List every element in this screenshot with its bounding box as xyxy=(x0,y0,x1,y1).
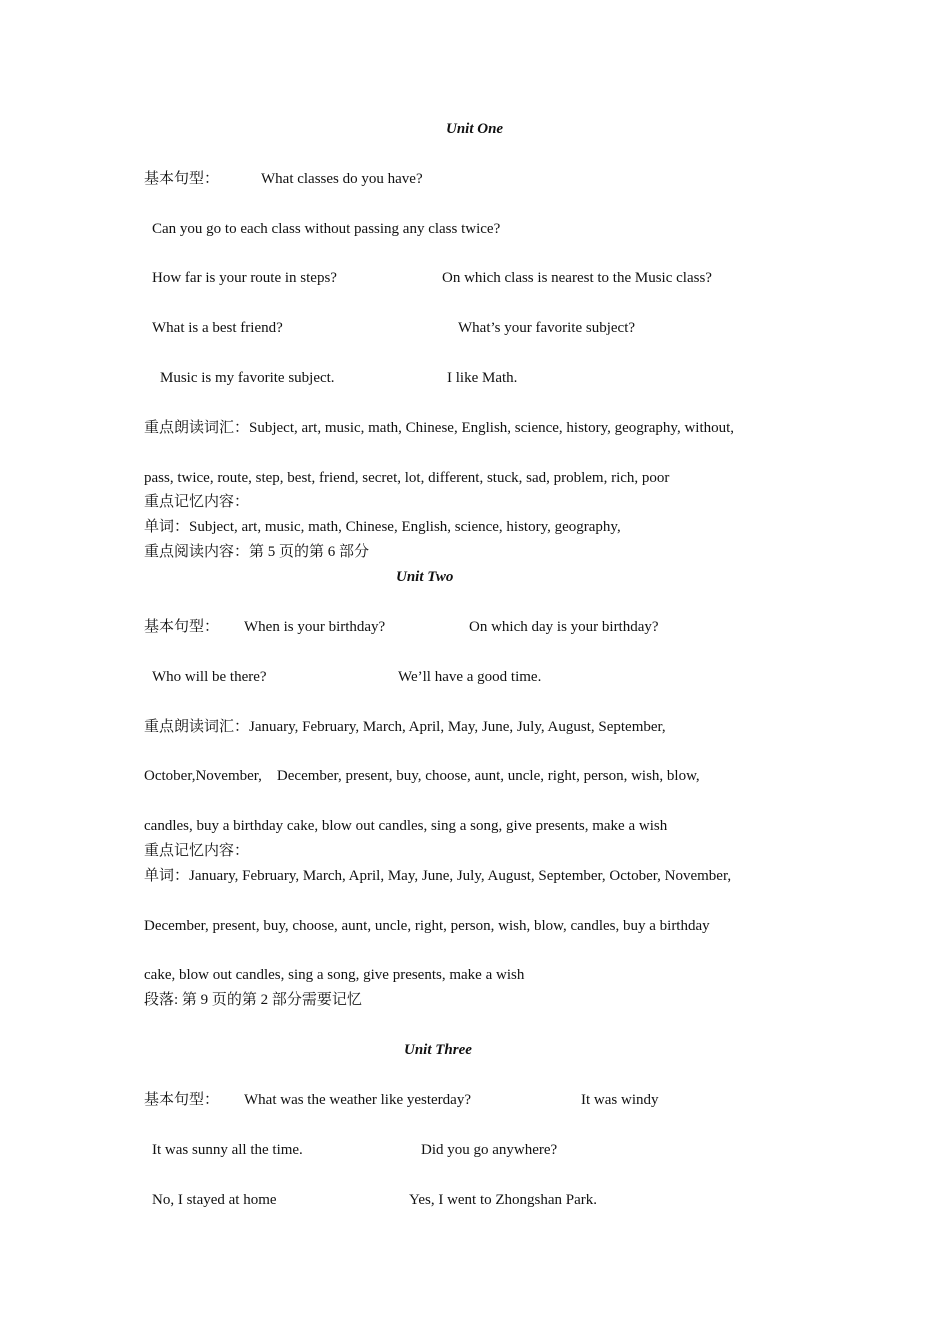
unit-one-words-line: 单词：Subject, art, music, math, Chinese, English, science, history, geography, xyxy=(144,519,621,535)
unit-three-title: Unit Three xyxy=(404,1042,472,1058)
unit-one-sentence-5: What is a best friend? xyxy=(152,320,283,336)
unit-two-vocab-line-3: candles, buy a birthday cake, blow out candles, sing a song, give presents, make a wish xyxy=(144,818,668,834)
unit-one-sentence-1: What classes do you have? xyxy=(261,171,423,187)
unit-two-memory-label: 重点记忆内容： xyxy=(144,843,250,859)
unit-one-sentence-4: On which class is nearest to the Music class? xyxy=(442,270,712,286)
unit-three-patterns-label: 基本句型： xyxy=(144,1092,220,1108)
unit-two-vocab-line-2: October,November, December, present, buy, choose, aunt, uncle, right, person, wish, blow, xyxy=(144,768,700,784)
unit-two-words-line-1: 单词：January, February, March, April, May, June, July, August, September, October, November, xyxy=(144,868,732,884)
unit-one-vocab-line-1: 重点朗读词汇：Subject, art, music, math, Chinese, English, science, history, geography, without, xyxy=(144,420,735,436)
unit-one-sentence-2: Can you go to each class without passing any class twice? xyxy=(152,221,501,237)
unit-three-sentence-6: Yes, I went to Zhongshan Park. xyxy=(409,1192,598,1208)
unit-two-words-line-3: cake, blow out candles, sing a song, give presents, make a wish xyxy=(144,967,525,983)
unit-three-sentence-2: It was windy xyxy=(581,1092,659,1108)
unit-one-patterns-label: 基本句型： xyxy=(144,171,220,187)
unit-one-sentence-3: How far is your route in steps? xyxy=(152,270,337,286)
unit-two-words-line-2: December, present, buy, choose, aunt, uncle, right, person, wish, blow, candles, buy a birthday xyxy=(144,918,710,934)
unit-three-sentence-4: Did you go anywhere? xyxy=(421,1142,558,1158)
unit-two-sentence-3: Who will be there? xyxy=(152,669,267,685)
unit-three-sentence-1: What was the weather like yesterday? xyxy=(244,1092,471,1108)
unit-three-sentence-5: No, I stayed at home xyxy=(152,1192,277,1208)
unit-two-sentence-1: When is your birthday? xyxy=(244,619,386,635)
unit-one-vocab-line-2: pass, twice, route, step, best, friend, secret, lot, different, stuck, sad, problem, rich, poor xyxy=(144,470,670,486)
unit-one-sentence-8: I like Math. xyxy=(447,370,518,386)
unit-three-sentence-3: It was sunny all the time. xyxy=(152,1142,303,1158)
unit-one-reading-line: 重点阅读内容：第 5 页的第 6 部分 xyxy=(144,544,370,560)
unit-two-sentence-2: On which day is your birthday? xyxy=(469,619,659,635)
unit-one-sentence-7: Music is my favorite subject. xyxy=(160,370,335,386)
unit-one-memory-label: 重点记忆内容： xyxy=(144,494,250,510)
unit-two-patterns-label: 基本句型： xyxy=(144,619,220,635)
unit-two-vocab-line-1: 重点朗读词汇：January, February, March, April, May, June, July, August, September, xyxy=(144,719,666,735)
unit-two-paragraph-line: 段落: 第 9 页的第 2 部分需要记忆 xyxy=(144,992,362,1008)
unit-one-sentence-6: What’s your favorite subject? xyxy=(458,320,636,336)
unit-two-sentence-4: We’ll have a good time. xyxy=(398,669,542,685)
unit-two-title: Unit Two xyxy=(396,569,454,585)
unit-one-title: Unit One xyxy=(446,121,504,137)
